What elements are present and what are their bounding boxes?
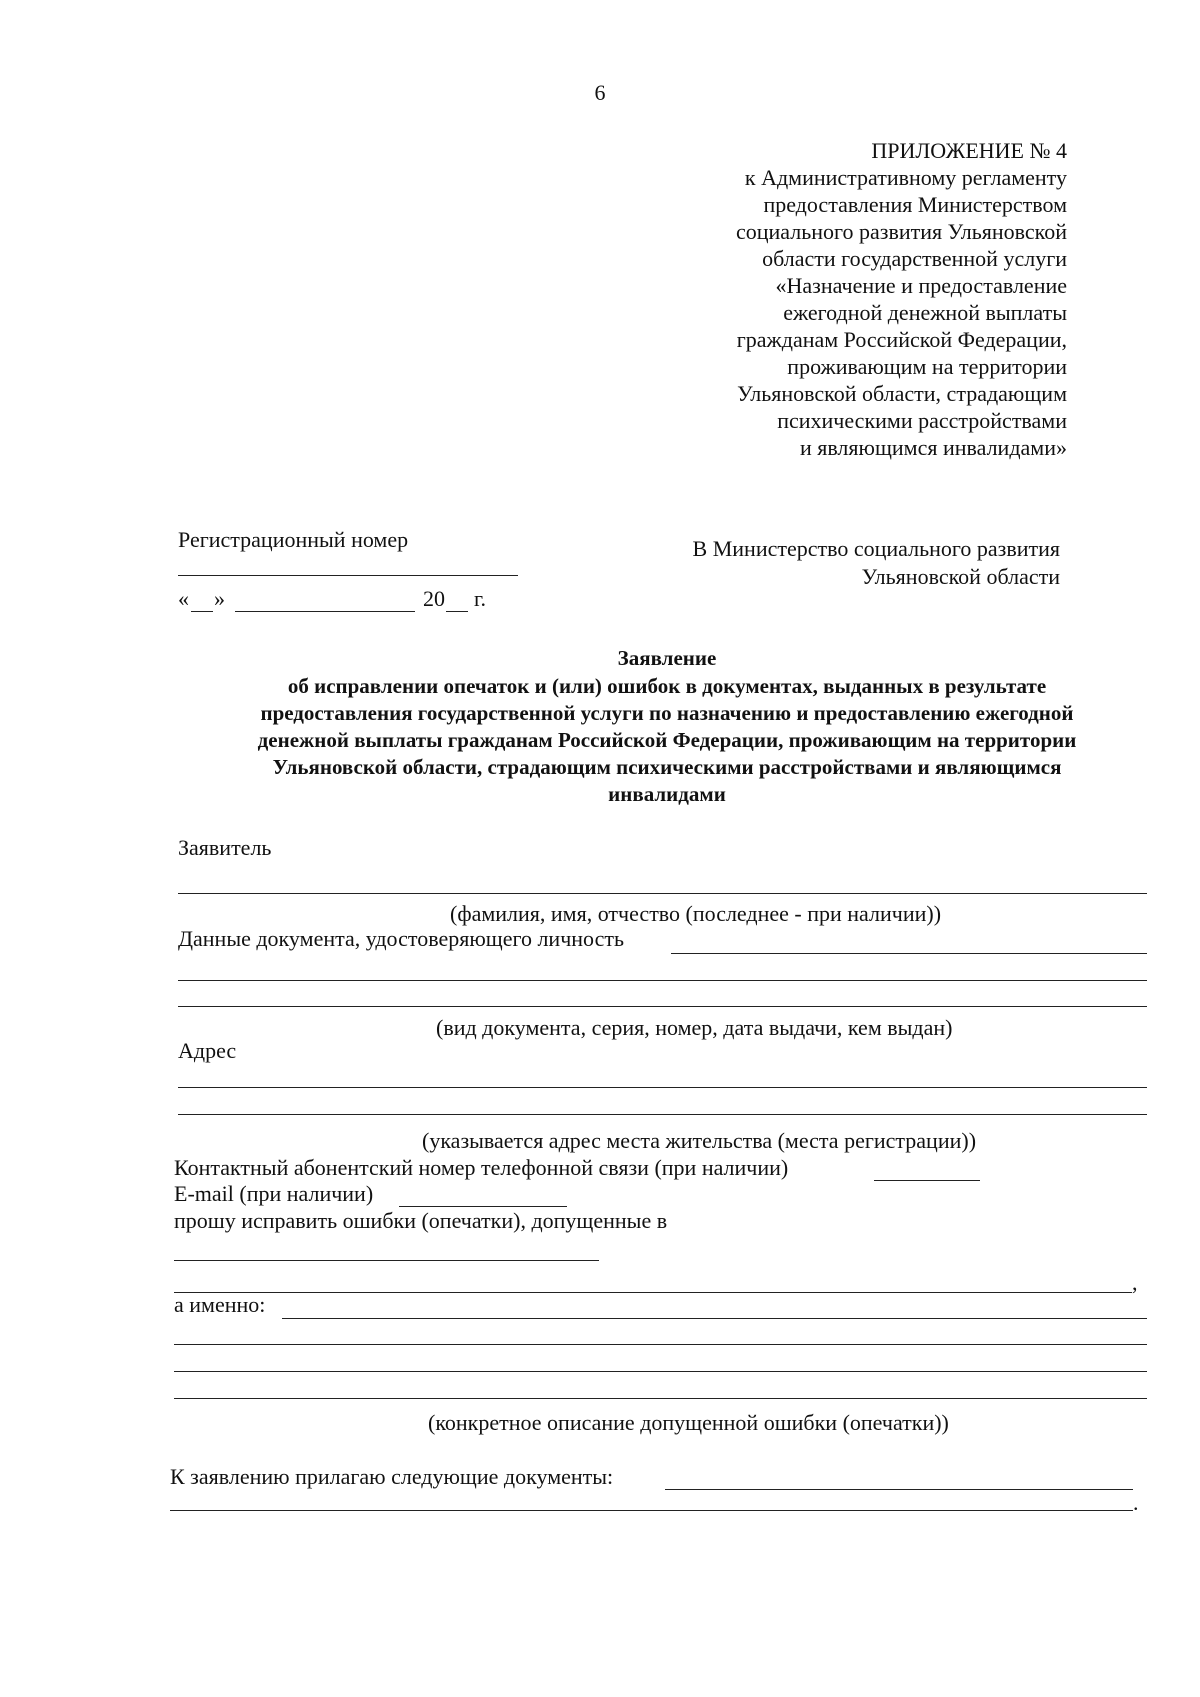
year-suffix: г. [474,586,487,611]
error-hint: (конкретное описание допущенной ошибки (опечатки)) [428,1410,949,1435]
request-doc-line[interactable] [174,1260,599,1261]
email-label: E-mail (при наличии) [174,1181,374,1206]
id-doc-line[interactable] [671,953,1147,954]
appendix-title: ПРИЛОЖЕНИЕ № 4 [871,138,1067,163]
appendix-line: к Административному регламенту [744,165,1067,190]
appendix-line: области государственной услуги [762,246,1067,271]
date-year-line[interactable] [446,611,468,612]
appendix-line: «Назначение и предоставление [775,273,1067,298]
date-quote-open: « [178,586,189,611]
phone-label: Контактный абонентский номер телефонной связи (при наличии) [174,1155,789,1180]
appendix-line: проживающим на территории [787,354,1067,379]
error-description-line[interactable] [174,1344,1147,1345]
document-subtitle-line: предоставления государственной услуги по назначению и предоставлению ежегодной [260,701,1074,725]
document-subtitle-line: денежной выплаты гражданам Российской Федерации, проживающим на территории [257,728,1077,752]
request-label: прошу исправить ошибки (опечатки), допущенные в [174,1208,668,1233]
address-line[interactable] [178,1087,1147,1088]
error-description-line[interactable] [174,1371,1147,1372]
id-doc-hint: (вид документа, серия, номер, дата выдачи, кем выдан) [436,1015,953,1040]
namely-label: а именно: [174,1292,266,1317]
address-line[interactable] [178,1114,1147,1115]
id-doc-label: Данные документа, удостоверяющего личность [178,926,625,951]
date-day-line[interactable] [191,611,213,612]
appendix-line: гражданам Российской Федерации, [736,327,1067,352]
document-subtitle-line: инвалидами [608,782,726,806]
addressee-line: Ульяновской области [861,564,1060,589]
attachments-line[interactable] [170,1510,1133,1511]
date-month-line[interactable] [235,611,415,612]
appendix-line: предоставления Министерством [763,192,1067,217]
error-description-line[interactable] [282,1318,1147,1319]
error-description-line[interactable] [174,1398,1147,1399]
year-prefix: 20 [423,586,445,611]
comma: , [1132,1270,1138,1295]
request-doc-line[interactable] [174,1292,1132,1293]
applicant-name-line[interactable] [178,893,1147,894]
address-label: Адрес [178,1038,237,1063]
document-subtitle-line: Ульяновской области, страдающим психическими расстройствами и являющимся [272,755,1062,779]
address-hint: (указывается адрес места жительства (места регистрации)) [422,1128,977,1153]
appendix-line: и являющимся инвалидами» [799,435,1067,460]
id-doc-line[interactable] [178,1006,1147,1007]
date-quote-close: » [214,586,225,611]
email-input-line[interactable] [399,1206,567,1207]
appendix-line: ежегодной денежной выплаты [783,300,1067,325]
period: . [1133,1490,1139,1515]
document-title: Заявление [617,646,717,670]
appendix-line: Ульяновской области, страдающим [737,381,1067,406]
document-subtitle-line: об исправлении опечаток и (или) ошибок в документах, выданных в результате [287,674,1047,698]
attachments-line[interactable] [665,1489,1133,1490]
appendix-line: психическими расстройствами [777,408,1067,433]
appendix-line: социального развития Ульяновской [735,219,1067,244]
phone-input-line[interactable] [874,1180,980,1181]
applicant-label: Заявитель [178,835,272,860]
attachments-label: К заявлению прилагаю следующие документы: [170,1464,614,1489]
id-doc-line[interactable] [178,980,1147,981]
page-number: 6 [594,80,606,105]
registration-label: Регистрационный номер [178,527,409,552]
addressee-line: В Министерство социального развития [692,536,1060,561]
registration-number-line[interactable] [178,575,518,576]
applicant-hint: (фамилия, имя, отчество (последнее - при наличии)) [450,901,942,926]
